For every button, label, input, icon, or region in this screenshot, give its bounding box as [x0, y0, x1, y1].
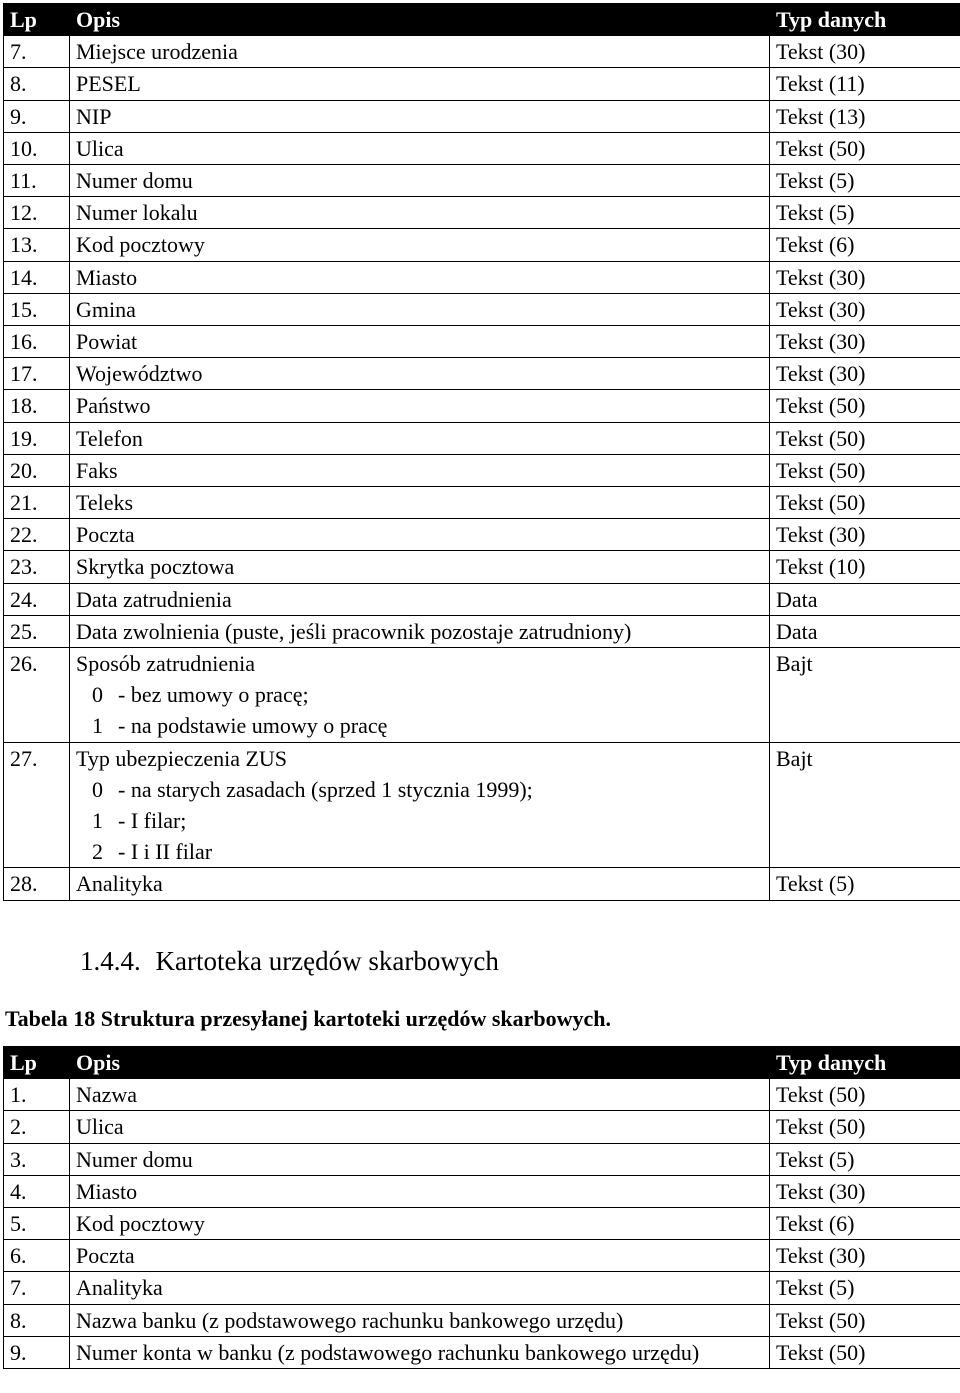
- table-row: [4, 519, 960, 551]
- section-heading: [80, 943, 499, 979]
- row-description: [70, 68, 770, 100]
- row-data-type: Tekst (5): [770, 197, 960, 229]
- row-lp: 22.: [4, 519, 70, 551]
- row-description-text: Kod pocztowy: [76, 232, 205, 258]
- row-description-text: Sposób zatrudnienia: [76, 651, 256, 677]
- option-line: [76, 805, 769, 836]
- row-data-type: Tekst (30): [770, 1175, 960, 1207]
- row-description-text: Data zatrudnienia: [76, 586, 232, 612]
- table-row: [4, 583, 960, 615]
- table-row: [4, 1240, 960, 1272]
- row-description: [70, 868, 770, 900]
- row-lp: 28.: [4, 868, 70, 900]
- row-description-text: Analityka: [76, 1275, 163, 1301]
- row-description: [70, 36, 770, 68]
- table-row: [4, 197, 960, 229]
- row-data-type: Tekst (50): [770, 1111, 960, 1143]
- row-description: [70, 293, 770, 325]
- row-data-type: Tekst (30): [770, 261, 960, 293]
- option-text: - I filar;: [118, 808, 187, 834]
- table-row: [4, 1272, 960, 1304]
- row-description: [70, 100, 770, 132]
- row-description: [70, 648, 770, 743]
- row-data-type: Tekst (10): [770, 551, 960, 583]
- row-description-text: Ulica: [76, 135, 124, 161]
- row-lp: 6.: [4, 1240, 70, 1272]
- table-header-row: [4, 1047, 960, 1079]
- row-lp: 16.: [4, 326, 70, 358]
- tax-offices-table: [3, 1046, 960, 1369]
- row-lp: 27.: [4, 742, 70, 868]
- row-description: [70, 519, 770, 551]
- row-description: [70, 615, 770, 647]
- section-title: Kartoteka urzędów skarbowych: [155, 946, 499, 976]
- row-data-type: Data: [770, 615, 960, 647]
- row-description-text: Powiat: [76, 329, 138, 355]
- row-data-type: Tekst (50): [770, 487, 960, 519]
- row-description-text: NIP: [76, 103, 112, 129]
- row-data-type: Tekst (50): [770, 390, 960, 422]
- table-row: [4, 293, 960, 325]
- row-lp: 11.: [4, 165, 70, 197]
- option-text: - na podstawie umowy o pracę: [118, 713, 388, 739]
- table-row: [4, 1175, 960, 1207]
- row-data-type: Tekst (50): [770, 454, 960, 486]
- table-row: [4, 229, 960, 261]
- row-lp: 3.: [4, 1143, 70, 1175]
- row-data-type: Tekst (6): [770, 1208, 960, 1240]
- row-lp: 7.: [4, 36, 70, 68]
- row-lp: 7.: [4, 1272, 70, 1304]
- row-data-type: Tekst (30): [770, 519, 960, 551]
- table-row: [4, 326, 960, 358]
- row-description-text: Województwo: [76, 361, 203, 387]
- option-value: 1: [92, 808, 103, 834]
- row-lp: 17.: [4, 358, 70, 390]
- row-data-type: Tekst (50): [770, 422, 960, 454]
- row-data-type: Data: [770, 583, 960, 615]
- header-lp: Lp: [4, 1047, 70, 1079]
- row-description-text: Poczta: [76, 1243, 135, 1269]
- row-description-text: Miejsce urodzenia: [76, 39, 238, 65]
- row-description-text: Faks: [76, 457, 118, 483]
- row-description: [70, 1304, 770, 1336]
- table-row: [4, 1336, 960, 1368]
- row-data-type: Tekst (30): [770, 326, 960, 358]
- row-lp: 1.: [4, 1079, 70, 1111]
- row-lp: 23.: [4, 551, 70, 583]
- row-lp: 9.: [4, 1336, 70, 1368]
- row-lp: 8.: [4, 68, 70, 100]
- row-lp: 5.: [4, 1208, 70, 1240]
- row-data-type: Tekst (30): [770, 36, 960, 68]
- row-description: [70, 1175, 770, 1207]
- table-row: [4, 422, 960, 454]
- row-lp: 2.: [4, 1111, 70, 1143]
- row-data-type: Tekst (50): [770, 1079, 960, 1111]
- row-description: [70, 742, 770, 868]
- row-description: [70, 1079, 770, 1111]
- row-data-type: Tekst (6): [770, 229, 960, 261]
- table-row: [4, 68, 960, 100]
- row-description: [70, 358, 770, 390]
- option-value: 1: [92, 713, 103, 739]
- row-description-text: Ulica: [76, 1114, 124, 1140]
- row-lp: 20.: [4, 454, 70, 486]
- row-description: [70, 551, 770, 583]
- section-number: 1.4.4.: [80, 946, 141, 976]
- option-line: [76, 710, 769, 741]
- row-data-type: Tekst (5): [770, 1143, 960, 1175]
- header-data-type: Typ danych: [770, 4, 960, 36]
- option-value: 0: [92, 682, 103, 708]
- row-description: [70, 132, 770, 164]
- row-description-text: Gmina: [76, 296, 136, 322]
- table-row: [4, 454, 960, 486]
- row-description: [70, 165, 770, 197]
- row-description-text: Data zwolnienia (puste, jeśli pracownik pozostaje zatrudniony): [76, 618, 632, 644]
- row-description-text: Nazwa: [76, 1082, 138, 1108]
- header-data-type: Typ danych: [770, 1047, 960, 1079]
- row-data-type: Tekst (50): [770, 132, 960, 164]
- table-row: [4, 1208, 960, 1240]
- row-lp: 18.: [4, 390, 70, 422]
- row-description: [70, 1143, 770, 1175]
- table-caption: Tabela 18 Struktura przesyłanej kartoteki urzędów skarbowych.: [5, 1006, 612, 1031]
- row-lp: 19.: [4, 422, 70, 454]
- row-lp: 4.: [4, 1175, 70, 1207]
- table-row: [4, 165, 960, 197]
- table-row: [4, 868, 960, 900]
- table-row: [4, 1143, 960, 1175]
- row-data-type: Tekst (13): [770, 100, 960, 132]
- row-lp: 12.: [4, 197, 70, 229]
- option-line: [76, 774, 769, 805]
- row-description: [70, 1208, 770, 1240]
- row-description-text: Teleks: [76, 490, 134, 516]
- table-header-row: [4, 4, 960, 36]
- row-description: [70, 1272, 770, 1304]
- row-data-type: Bajt: [770, 742, 960, 868]
- row-description-text: Nazwa banku (z podstawowego rachunku bankowego urzędu): [76, 1307, 624, 1333]
- row-description-text: Numer domu: [76, 1146, 193, 1172]
- row-data-type: Tekst (11): [770, 68, 960, 100]
- row-data-type: Tekst (5): [770, 868, 960, 900]
- table-row: [4, 1079, 960, 1111]
- table-row: [4, 1304, 960, 1336]
- table-row: [4, 1111, 960, 1143]
- row-description-text: PESEL: [76, 71, 141, 97]
- row-data-type: Tekst (30): [770, 293, 960, 325]
- row-data-type: Tekst (50): [770, 1336, 960, 1368]
- row-data-type: Tekst (5): [770, 165, 960, 197]
- row-description: [70, 454, 770, 486]
- row-description-text: Analityka: [76, 871, 163, 897]
- row-description: [70, 1336, 770, 1368]
- row-description-text: Numer lokalu: [76, 200, 198, 226]
- option-value: 2: [92, 839, 103, 865]
- row-description: [70, 261, 770, 293]
- row-data-type: Tekst (30): [770, 1240, 960, 1272]
- table-row: [4, 742, 960, 868]
- row-description-text: Kod pocztowy: [76, 1211, 205, 1237]
- row-lp: 14.: [4, 261, 70, 293]
- option-text: - na starych zasadach (sprzed 1 stycznia 1999);: [118, 776, 533, 802]
- row-description: [70, 1111, 770, 1143]
- table-row: [4, 487, 960, 519]
- row-description: [70, 326, 770, 358]
- row-description-text: Skrytka pocztowa: [76, 554, 235, 580]
- header-description: Opis: [70, 1047, 770, 1079]
- table-row: [4, 358, 960, 390]
- row-data-type: Tekst (50): [770, 1304, 960, 1336]
- row-description: [70, 390, 770, 422]
- row-description-text: Miasto: [76, 264, 138, 290]
- row-lp: 8.: [4, 1304, 70, 1336]
- row-description-text: Numer konta w banku (z podstawowego rachunku bankowego urzędu): [76, 1339, 700, 1365]
- row-lp: 15.: [4, 293, 70, 325]
- row-description-text: Państwo: [76, 393, 151, 419]
- option-value: 0: [92, 776, 103, 802]
- table-row: [4, 132, 960, 164]
- row-description: [70, 583, 770, 615]
- row-description-text: Telefon: [76, 425, 143, 451]
- row-description-text: Numer domu: [76, 168, 193, 194]
- table-row: [4, 648, 960, 743]
- row-description-text: Typ ubezpieczenia ZUS: [76, 745, 288, 771]
- table-row: [4, 615, 960, 647]
- row-lp: 10.: [4, 132, 70, 164]
- row-data-type: Tekst (30): [770, 358, 960, 390]
- row-data-type: Tekst (5): [770, 1272, 960, 1304]
- option-line: [76, 836, 769, 867]
- row-description: [70, 422, 770, 454]
- row-description: [70, 197, 770, 229]
- option-text: - bez umowy o pracę;: [118, 682, 309, 708]
- employee-fields-table: [3, 3, 960, 901]
- row-lp: 13.: [4, 229, 70, 261]
- table-row: [4, 551, 960, 583]
- row-lp: 25.: [4, 615, 70, 647]
- row-lp: 26.: [4, 648, 70, 743]
- row-description: [70, 229, 770, 261]
- header-lp: Lp: [4, 4, 70, 36]
- row-lp: 9.: [4, 100, 70, 132]
- option-text: - I i II filar: [118, 839, 213, 865]
- row-data-type: Bajt: [770, 648, 960, 743]
- table-row: [4, 390, 960, 422]
- row-description-text: Miasto: [76, 1178, 138, 1204]
- header-description: Opis: [70, 4, 770, 36]
- table-row: [4, 261, 960, 293]
- row-description-text: Poczta: [76, 522, 135, 548]
- table-row: [4, 36, 960, 68]
- row-description: [70, 1240, 770, 1272]
- row-lp: 24.: [4, 583, 70, 615]
- row-description: [70, 487, 770, 519]
- option-line: [76, 679, 769, 710]
- row-lp: 21.: [4, 487, 70, 519]
- table-row: [4, 100, 960, 132]
